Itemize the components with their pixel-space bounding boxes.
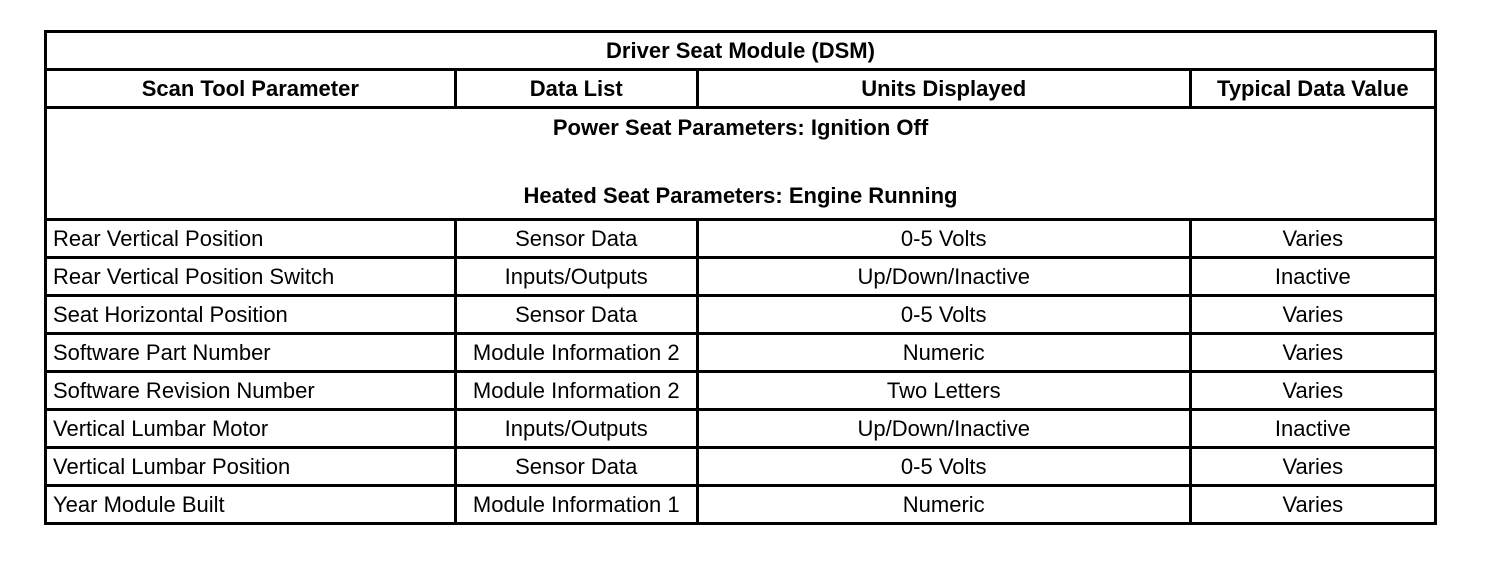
cell-parameter: Rear Vertical Position: [46, 220, 456, 258]
section-row: [46, 108, 1436, 220]
cell-typical: Varies: [1190, 220, 1435, 258]
table-row: [46, 448, 1436, 486]
cell-units: Numeric: [697, 486, 1190, 524]
cell-parameter: Year Module Built: [46, 486, 456, 524]
cell-units: Up/Down/Inactive: [697, 258, 1190, 296]
header-scan-tool-parameter: Scan Tool Parameter: [46, 70, 456, 108]
cell-typical: Inactive: [1190, 258, 1435, 296]
table-title: Driver Seat Module (DSM): [46, 32, 1436, 70]
cell-data-list: Inputs/Outputs: [455, 258, 697, 296]
table-row: [46, 410, 1436, 448]
cell-data-list: Sensor Data: [455, 296, 697, 334]
cell-parameter: Vertical Lumbar Motor: [46, 410, 456, 448]
section-power-seat-label: Power Seat Parameters: Ignition Off: [552, 115, 929, 140]
cell-typical: Inactive: [1190, 410, 1435, 448]
cell-units: Up/Down/Inactive: [697, 410, 1190, 448]
cell-typical: Varies: [1190, 334, 1435, 372]
cell-data-list: Module Information 2: [455, 372, 697, 410]
cell-typical: Varies: [1190, 486, 1435, 524]
dsm-data-table: [44, 30, 1437, 525]
cell-data-list: Inputs/Outputs: [455, 410, 697, 448]
table-row: [46, 486, 1436, 524]
table-row: [46, 372, 1436, 410]
cell-parameter: Software Part Number: [46, 334, 456, 372]
table-row: [46, 334, 1436, 372]
cell-units: 0-5 Volts: [697, 220, 1190, 258]
table-row: [46, 258, 1436, 296]
cell-parameter: Seat Horizontal Position: [46, 296, 456, 334]
cell-data-list: Module Information 1: [455, 486, 697, 524]
cell-data-list: Sensor Data: [455, 220, 697, 258]
header-typical-data-value: Typical Data Value: [1190, 70, 1435, 108]
cell-units: Numeric: [697, 334, 1190, 372]
table-title-row: [46, 32, 1436, 70]
cell-units: 0-5 Volts: [697, 296, 1190, 334]
cell-typical: Varies: [1190, 372, 1435, 410]
cell-typical: Varies: [1190, 296, 1435, 334]
table-header-row: [46, 70, 1436, 108]
section-heated-seat-label: Heated Seat Parameters: Engine Running: [523, 183, 958, 208]
section-cell: [46, 108, 1436, 220]
header-data-list: Data List: [455, 70, 697, 108]
table-row: [46, 296, 1436, 334]
cell-parameter: Vertical Lumbar Position: [46, 448, 456, 486]
cell-data-list: Sensor Data: [455, 448, 697, 486]
cell-units: Two Letters: [697, 372, 1190, 410]
cell-parameter: Rear Vertical Position Switch: [46, 258, 456, 296]
cell-data-list: Module Information 2: [455, 334, 697, 372]
table-row: [46, 220, 1436, 258]
header-units-displayed: Units Displayed: [697, 70, 1190, 108]
cell-units: 0-5 Volts: [697, 448, 1190, 486]
cell-typical: Varies: [1190, 448, 1435, 486]
cell-parameter: Software Revision Number: [46, 372, 456, 410]
